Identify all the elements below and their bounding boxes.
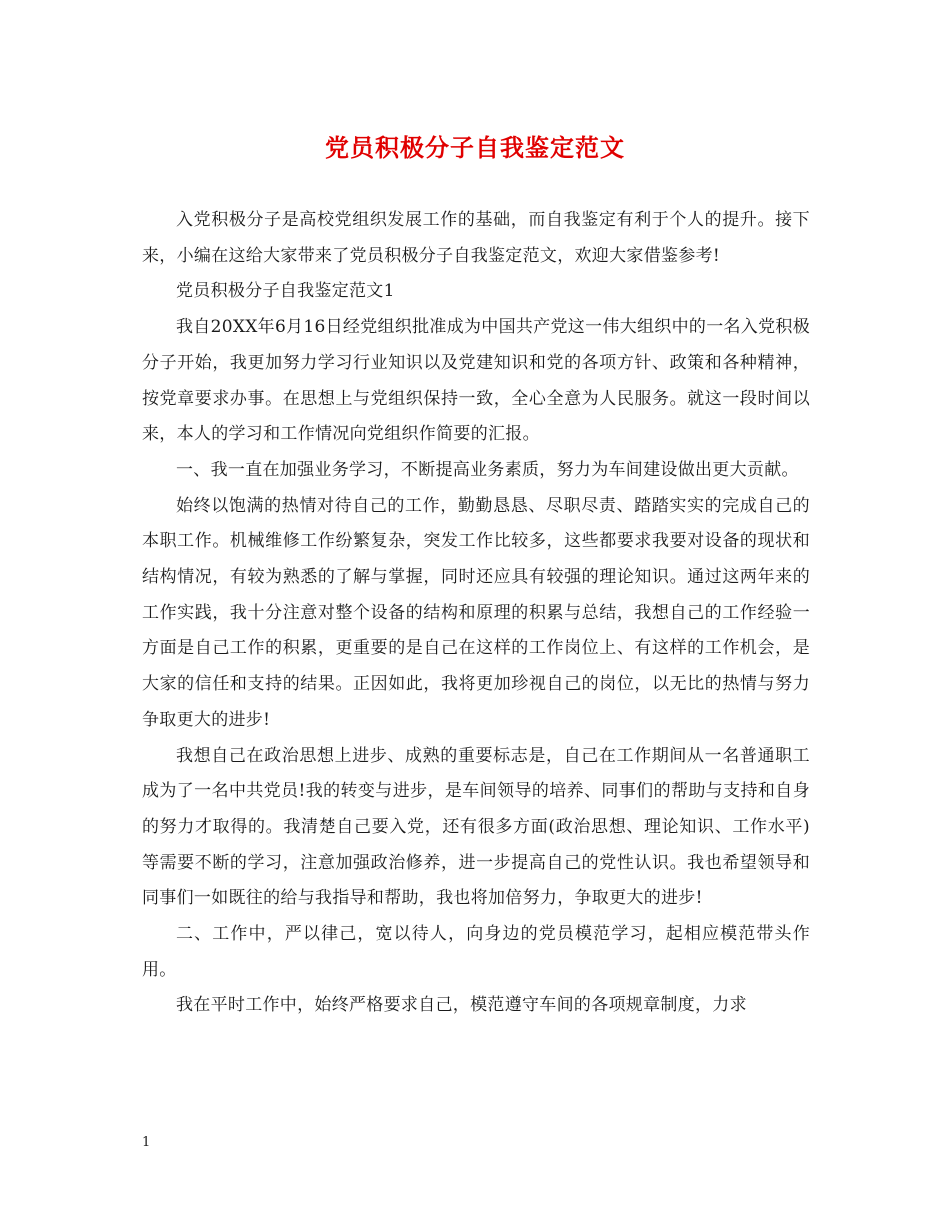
paragraph-political-progress: 我想自己在政治思想上进步、成熟的重要标志是，自己在工作期间从一名普通职工成为了一名中共党员!我的转变与进步，是车间领导的培养、同事们的帮助与支持和自身的努力才取得的。我清楚自己要入党，还有很多方面(政治思想、理论知识、工作水平)等需要不断的学习，注意加强政治修养，进一步提高自己的党性认识。我也希望领导和同事们一如既往的给与我指导和帮助，我也将加倍努力，争取更大的进步! <box>142 745 810 909</box>
document-body <box>142 203 810 1024</box>
paragraph-intro: 入党积极分子是高校党组织发展工作的基础，而自我鉴定有利于个人的提升。接下来，小编在这给大家带来了党员积极分子自我鉴定范文，欢迎大家借鉴参考! <box>142 210 810 266</box>
paragraph-opening: 我自20XX年6月16日经党组织批准成为中国共产党这一伟大组织中的一名入党积极分子开始，我更加努力学习行业知识以及党建知识和党的各项方针、政策和各种精神，按党章要求办事。在思想上与党组织保持一致，全心全意为人民服务。就这一段时间以来，本人的学习和工作情况向党组织作简要的汇报。 <box>142 317 810 445</box>
paragraph-point-one: 一、我一直在加强业务学习，不断提高业务素质，努力为车间建设做出更大贡献。 <box>176 459 799 480</box>
document-title: 党员积极分子自我鉴定范文 <box>325 133 625 162</box>
paragraph-daily-work: 我在平时工作中，始终严格要求自己，模范遵守车间的各项规章制度，力求 <box>176 995 747 1016</box>
page-number: 1 <box>142 1135 151 1150</box>
paragraph-point-two: 二、工作中，严以律己，宽以待人，向身边的党员模范学习，起相应模范带头作用。 <box>142 924 810 980</box>
paragraph-work-attitude: 始终以饱满的热情对待自己的工作，勤勤恳恳、尽职尽责、踏踏实实的完成自己的本职工作。机械维修工作纷繁复杂，突发工作比较多，这些都要求我要对设备的现状和结构情况，有较为熟悉的了解与掌握，同时还应具有较强的理论知识。通过这两年来的工作实践，我十分注意对整个设备的结构和原理的积累与总结，我想自己的工作经验一方面是自己工作的积累，更重要的是自己在这样的工作岗位上、有这样的工作机会，是大家的信任和支持的结果。正因如此，我将更加珍视自己的岗位，以无比的热情与努力争取更大的进步! <box>142 495 810 730</box>
paragraph-section-heading: 党员积极分子自我鉴定范文1 <box>176 281 395 302</box>
